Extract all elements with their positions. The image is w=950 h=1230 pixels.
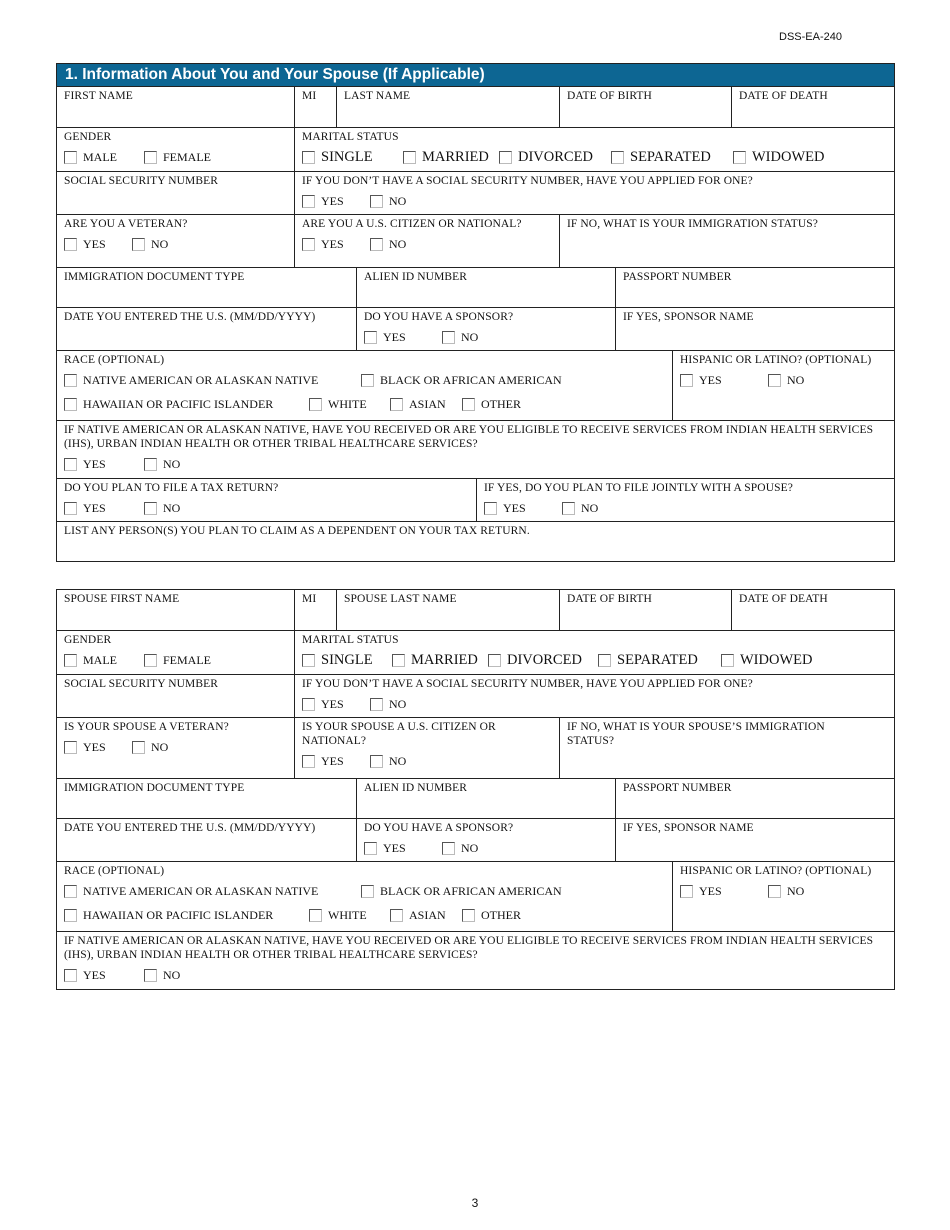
checkbox[interactable]: [370, 238, 383, 251]
checkbox[interactable]: [392, 654, 405, 667]
checkbox[interactable]: [309, 398, 322, 411]
race-black-option[interactable]: [361, 373, 562, 388]
checkbox[interactable]: [144, 458, 157, 471]
option-label: NO: [389, 194, 407, 208]
checkbox[interactable]: [562, 502, 575, 515]
option-label: SINGLE: [321, 652, 373, 668]
spouse-veteran-no-option[interactable]: [132, 740, 168, 755]
checkbox[interactable]: [768, 374, 781, 387]
spouse-citizen-no-option[interactable]: [370, 754, 406, 769]
section-header: 1. Information About You and Your Spouse (If Applicable): [56, 63, 895, 87]
spouse-passport-label: PASSPORT NUMBER: [623, 782, 732, 794]
option-label: WIDOWED: [740, 652, 813, 668]
spouse-citizen-label: IS YOUR SPOUSE A U.S. CITIZEN OR NATIONAL?: [302, 721, 496, 747]
page-number: 3: [471, 1196, 479, 1210]
dob-field[interactable]: [559, 87, 731, 127]
spouse-marital-divorced-option[interactable]: [488, 652, 598, 669]
spouse-dod-field[interactable]: [731, 590, 894, 630]
option-label: NO: [787, 884, 805, 898]
option-label: NATIVE AMERICAN OR ALASKAN NATIVE: [83, 884, 319, 898]
spouse-ihs-yes-option[interactable]: [64, 968, 144, 983]
spouse-sponsor-yes-option[interactable]: [364, 841, 442, 856]
spouse-dob-field[interactable]: [559, 590, 731, 630]
spouse-sponsor-label: DO YOU HAVE A SPONSOR?: [364, 822, 514, 834]
gender-male-option[interactable]: [64, 150, 144, 165]
checkbox[interactable]: [64, 398, 77, 411]
immigration-status-label: IF NO, WHAT IS YOUR IMMIGRATION STATUS?: [567, 218, 818, 230]
spouse-sponsor-name-field[interactable]: [615, 819, 894, 861]
applicant-section: [56, 87, 895, 562]
immigration-doc-label: IMMIGRATION DOCUMENT TYPE: [64, 271, 245, 283]
spouse-ssn-label: SOCIAL SECURITY NUMBER: [64, 678, 219, 690]
first-name-field[interactable]: [57, 87, 294, 127]
option-label: NO: [163, 501, 181, 515]
option-label: BLACK OR AFRICAN AMERICAN: [380, 373, 562, 387]
hispanic-no-option[interactable]: [768, 373, 804, 388]
sponsor-name-field[interactable]: [615, 308, 894, 350]
spouse-veteran-yes-option[interactable]: [64, 740, 132, 755]
checkbox[interactable]: [302, 195, 315, 208]
option-label: SEPARATED: [617, 652, 698, 668]
checkbox[interactable]: [370, 698, 383, 711]
checkbox[interactable]: [484, 502, 497, 515]
spouse-veteran-label: IS YOUR SPOUSE A VETERAN?: [64, 721, 229, 733]
checkbox[interactable]: [302, 698, 315, 711]
spouse-marital-status-label: MARITAL STATUS: [302, 634, 399, 646]
sponsor-name-label: IF YES, SPONSOR NAME: [623, 311, 754, 323]
checkbox[interactable]: [361, 374, 374, 387]
ssn-applied-field: [294, 172, 894, 214]
option-label: NO: [389, 237, 407, 251]
spouse-race-native-option[interactable]: [64, 884, 361, 899]
option-label: NO: [151, 740, 169, 754]
option-label: BLACK OR AFRICAN AMERICAN: [380, 884, 562, 898]
marital-status-field: [294, 128, 894, 171]
spouse-ihs-no-option[interactable]: [144, 968, 180, 983]
checkbox[interactable]: [390, 398, 403, 411]
applicant-immigration-doc-row: [57, 267, 894, 307]
checkbox[interactable]: [680, 374, 693, 387]
applicant-veteran-row: [57, 214, 894, 267]
spouse-date-entered-label: DATE YOU ENTERED THE U.S. (MM/DD/YYYY): [64, 822, 316, 834]
checkbox[interactable]: [64, 654, 77, 667]
spouse-sponsor-name-label: IF YES, SPONSOR NAME: [623, 822, 754, 834]
checkbox[interactable]: [302, 151, 315, 164]
spouse-hispanic-no-option[interactable]: [768, 884, 804, 899]
spouse-name-row: [57, 590, 894, 630]
dod-field[interactable]: [731, 87, 894, 127]
spouse-sponsor-row: [57, 818, 894, 861]
ssn-applied-no-option[interactable]: [370, 194, 406, 209]
checkbox[interactable]: [488, 654, 501, 667]
alien-id-field[interactable]: [356, 268, 615, 307]
spouse-race-hawaiian-option[interactable]: [64, 908, 309, 923]
citizen-yes-option[interactable]: [302, 237, 370, 252]
spouse-race-other-option[interactable]: [462, 908, 521, 923]
option-label: OTHER: [481, 397, 521, 411]
option-label: FEMALE: [163, 150, 211, 164]
option-label: YES: [83, 457, 106, 471]
dob-label: DATE OF BIRTH: [567, 90, 652, 102]
applicant-ihs-row: [57, 420, 894, 478]
option-label: YES: [321, 194, 344, 208]
tax-return-yes-option[interactable]: [64, 501, 144, 516]
option-label: MARRIED: [411, 652, 478, 668]
veteran-label: ARE YOU A VETERAN?: [64, 218, 188, 230]
last-name-field[interactable]: [336, 87, 559, 127]
spouse-race-black-option[interactable]: [361, 884, 562, 899]
applicant-ssn-row: [57, 171, 894, 214]
option-label: YES: [699, 884, 722, 898]
checkbox[interactable]: [132, 741, 145, 754]
file-jointly-no-option[interactable]: [562, 501, 598, 516]
applicant-dependents-row: [57, 521, 894, 561]
spouse-gender-field: [57, 631, 294, 674]
spouse-marital-single-option[interactable]: [302, 652, 392, 669]
checkbox[interactable]: [364, 331, 377, 344]
option-label: MALE: [83, 150, 117, 164]
spouse-ssn-applied-field: [294, 675, 894, 717]
spouse-race-label: RACE (OPTIONAL): [64, 865, 165, 877]
spouse-race-row: [57, 861, 894, 931]
checkbox[interactable]: [309, 909, 322, 922]
spouse-citizen-yes-option[interactable]: [302, 754, 370, 769]
spouse-ihs-field: [57, 932, 894, 989]
gender-field: [57, 128, 294, 171]
spouse-marital-separated-option[interactable]: [598, 652, 721, 669]
checkbox[interactable]: [64, 374, 77, 387]
checkbox[interactable]: [611, 151, 624, 164]
checkbox[interactable]: [364, 842, 377, 855]
marital-status-label: MARITAL STATUS: [302, 131, 399, 143]
checkbox[interactable]: [598, 654, 611, 667]
citizen-no-option[interactable]: [370, 237, 406, 252]
race-field: [57, 351, 672, 420]
race-white-option[interactable]: [309, 397, 390, 412]
option-label: NO: [163, 968, 181, 982]
checkbox[interactable]: [403, 151, 416, 164]
sponsor-no-option[interactable]: [442, 330, 478, 345]
ssn-applied-label: IF YOU DON’T HAVE A SOCIAL SECURITY NUMBER, HAVE YOU APPLIED FOR ONE?: [302, 175, 753, 187]
checkbox[interactable]: [680, 885, 693, 898]
marital-separated-option[interactable]: [611, 149, 733, 166]
option-label: YES: [503, 501, 526, 515]
spouse-ihs-label: IF NATIVE AMERICAN OR ALASKAN NATIVE, HAVE YOU RECEIVED OR ARE YOU ELIGIBLE TO RECEIVE SERVICES FROM INDIAN HEALTH SERVICES (IHS), URBAN INDIAN HEALTH OR OTHER TRIBAL HEALTHCARE SERVICES?: [64, 935, 874, 961]
spouse-section: [56, 589, 895, 990]
spouse-ssn-row: [57, 674, 894, 717]
immigration-status-field[interactable]: [559, 215, 894, 267]
checkbox[interactable]: [361, 885, 374, 898]
hispanic-field: [672, 351, 894, 420]
option-label: YES: [83, 237, 106, 251]
spouse-veteran-row: [57, 717, 894, 778]
checkbox[interactable]: [390, 909, 403, 922]
checkbox[interactable]: [132, 238, 145, 251]
option-label: NO: [389, 754, 407, 768]
option-label: YES: [383, 330, 406, 344]
marital-single-option[interactable]: [302, 149, 403, 166]
checkbox[interactable]: [144, 969, 157, 982]
ssn-field[interactable]: [57, 172, 294, 214]
option-label: ASIAN: [409, 397, 446, 411]
race-label: RACE (OPTIONAL): [64, 354, 165, 366]
checkbox[interactable]: [64, 502, 77, 515]
ssn-label: SOCIAL SECURITY NUMBER: [64, 175, 219, 187]
spouse-dob-label: DATE OF BIRTH: [567, 593, 652, 605]
race-asian-option[interactable]: [390, 397, 462, 412]
spouse-gender-male-option[interactable]: [64, 653, 144, 668]
option-label: NO: [787, 373, 805, 387]
spouse-immigration-status-label: IF NO, WHAT IS YOUR SPOUSE’S IMMIGRATION STATUS?: [567, 721, 825, 747]
spouse-passport-field[interactable]: [615, 779, 894, 818]
tax-return-field: [57, 479, 476, 521]
spouse-ssn-applied-label: IF YOU DON’T HAVE A SOCIAL SECURITY NUMBER, HAVE YOU APPLIED FOR ONE?: [302, 678, 753, 690]
option-label: SEPARATED: [630, 149, 711, 165]
spouse-mi-label: MI: [302, 593, 317, 605]
veteran-yes-option[interactable]: [64, 237, 132, 252]
option-label: YES: [321, 237, 344, 251]
spouse-ssn-field[interactable]: [57, 675, 294, 717]
spouse-date-entered-field[interactable]: [57, 819, 356, 861]
option-label: NO: [581, 501, 599, 515]
option-label: MALE: [83, 653, 117, 667]
race-hawaiian-option[interactable]: [64, 397, 309, 412]
form-code: DSS-EA-240: [779, 31, 842, 43]
tax-return-no-option[interactable]: [144, 501, 180, 516]
date-entered-field[interactable]: [57, 308, 356, 350]
marital-married-option[interactable]: [403, 149, 499, 166]
checkbox[interactable]: [144, 654, 157, 667]
citizen-label: ARE YOU A U.S. CITIZEN OR NATIONAL?: [302, 218, 522, 230]
spouse-immigration-status-field[interactable]: [559, 718, 894, 778]
dependents-label: LIST ANY PERSON(S) YOU PLAN TO CLAIM AS A DEPENDENT ON YOUR TAX RETURN.: [64, 525, 530, 537]
option-label: YES: [321, 754, 344, 768]
checkbox[interactable]: [462, 398, 475, 411]
spouse-mi-field[interactable]: [294, 590, 336, 630]
option-label: DIVORCED: [507, 652, 582, 668]
checkbox[interactable]: [302, 238, 315, 251]
race-other-option[interactable]: [462, 397, 521, 412]
option-label: YES: [321, 697, 344, 711]
gender-label: GENDER: [64, 131, 112, 143]
spouse-immigration-doc-field[interactable]: [57, 779, 356, 818]
checkbox[interactable]: [64, 151, 77, 164]
alien-id-label: ALIEN ID NUMBER: [364, 271, 468, 283]
citizen-field: [294, 215, 559, 267]
option-label: DIVORCED: [518, 149, 593, 165]
spouse-veteran-field: [57, 718, 294, 778]
ihs-no-option[interactable]: [144, 457, 180, 472]
spouse-marital-status-field: [294, 631, 894, 674]
checkbox[interactable]: [302, 755, 315, 768]
spouse-immigration-doc-label: IMMIGRATION DOCUMENT TYPE: [64, 782, 245, 794]
option-label: WHITE: [328, 397, 367, 411]
checkbox[interactable]: [370, 755, 383, 768]
checkbox[interactable]: [442, 331, 455, 344]
spouse-race-white-option[interactable]: [309, 908, 390, 923]
ihs-field: [57, 421, 894, 478]
checkbox[interactable]: [64, 885, 77, 898]
spouse-first-name-field[interactable]: [57, 590, 294, 630]
mi-field[interactable]: [294, 87, 336, 127]
checkbox[interactable]: [144, 151, 157, 164]
sponsor-label: DO YOU HAVE A SPONSOR?: [364, 311, 514, 323]
option-label: HAWAIIAN OR PACIFIC ISLANDER: [83, 908, 274, 922]
dependents-field[interactable]: [57, 522, 894, 561]
checkbox[interactable]: [768, 885, 781, 898]
option-label: YES: [83, 501, 106, 515]
option-label: MARRIED: [422, 149, 489, 165]
checkbox[interactable]: [733, 151, 746, 164]
passport-label: PASSPORT NUMBER: [623, 271, 732, 283]
option-label: ASIAN: [409, 908, 446, 922]
spouse-gender-label: GENDER: [64, 634, 112, 646]
option-label: SINGLE: [321, 149, 373, 165]
option-label: NO: [151, 237, 169, 251]
immigration-doc-field[interactable]: [57, 268, 356, 307]
sponsor-yes-option[interactable]: [364, 330, 442, 345]
file-jointly-field: [476, 479, 894, 521]
spouse-sponsor-field: [356, 819, 615, 861]
ihs-label: IF NATIVE AMERICAN OR ALASKAN NATIVE, HAVE YOU RECEIVED OR ARE YOU ELIGIBLE TO RECEIVE SERVICES FROM INDIAN HEALTH SERVICES (IHS), URBAN INDIAN HEALTH OR OTHER TRIBAL HEALTHCARE SERVICES?: [64, 424, 874, 450]
applicant-name-row: [57, 87, 894, 127]
spouse-hispanic-label: HISPANIC OR LATINO? (OPTIONAL): [680, 865, 872, 877]
spouse-ssn-applied-yes-option[interactable]: [302, 697, 370, 712]
spouse-race-field: [57, 862, 672, 931]
checkbox[interactable]: [721, 654, 734, 667]
ssn-applied-yes-option[interactable]: [302, 194, 370, 209]
checkbox[interactable]: [370, 195, 383, 208]
applicant-race-row: [57, 350, 894, 420]
option-label: WIDOWED: [752, 149, 825, 165]
checkbox[interactable]: [462, 909, 475, 922]
option-label: OTHER: [481, 908, 521, 922]
spouse-marital-widowed-option[interactable]: [721, 652, 812, 669]
spouse-hispanic-field: [672, 862, 894, 931]
spouse-first-name-label: SPOUSE FIRST NAME: [64, 593, 180, 605]
option-label: NO: [461, 841, 479, 855]
tax-return-label: DO YOU PLAN TO FILE A TAX RETURN?: [64, 482, 279, 494]
checkbox[interactable]: [64, 909, 77, 922]
checkbox[interactable]: [144, 502, 157, 515]
spouse-hispanic-yes-option[interactable]: [680, 884, 768, 899]
option-label: NATIVE AMERICAN OR ALASKAN NATIVE: [83, 373, 319, 387]
option-label: NO: [389, 697, 407, 711]
checkbox[interactable]: [64, 238, 77, 251]
option-label: FEMALE: [163, 653, 211, 667]
file-jointly-label: IF YES, DO YOU PLAN TO FILE JOINTLY WITH A SPOUSE?: [484, 482, 793, 494]
applicant-sponsor-row: [57, 307, 894, 350]
date-entered-label: DATE YOU ENTERED THE U.S. (MM/DD/YYYY): [64, 311, 316, 323]
spouse-last-name-label: SPOUSE LAST NAME: [344, 593, 457, 605]
spouse-ssn-applied-no-option[interactable]: [370, 697, 406, 712]
applicant-gender-row: [57, 127, 894, 171]
spouse-alien-id-label: ALIEN ID NUMBER: [364, 782, 468, 794]
option-label: YES: [383, 841, 406, 855]
veteran-field: [57, 215, 294, 267]
ihs-yes-option[interactable]: [64, 457, 144, 472]
option-label: WHITE: [328, 908, 367, 922]
checkbox[interactable]: [64, 741, 77, 754]
option-label: YES: [699, 373, 722, 387]
spouse-ihs-row: [57, 931, 894, 989]
spouse-dod-label: DATE OF DEATH: [739, 593, 828, 605]
checkbox[interactable]: [499, 151, 512, 164]
checkbox[interactable]: [64, 458, 77, 471]
checkbox[interactable]: [442, 842, 455, 855]
hispanic-yes-option[interactable]: [680, 373, 768, 388]
marital-divorced-option[interactable]: [499, 149, 611, 166]
marital-widowed-option[interactable]: [733, 149, 824, 166]
hispanic-label: HISPANIC OR LATINO? (OPTIONAL): [680, 354, 872, 366]
gender-female-option[interactable]: [144, 150, 211, 165]
file-jointly-yes-option[interactable]: [484, 501, 562, 516]
applicant-tax-row: [57, 478, 894, 521]
mi-label: MI: [302, 90, 317, 102]
checkbox[interactable]: [64, 969, 77, 982]
spouse-last-name-field[interactable]: [336, 590, 559, 630]
spouse-citizen-field: [294, 718, 559, 778]
race-native-option[interactable]: [64, 373, 361, 388]
option-label: HAWAIIAN OR PACIFIC ISLANDER: [83, 397, 274, 411]
sponsor-field: [356, 308, 615, 350]
option-label: NO: [163, 457, 181, 471]
last-name-label: LAST NAME: [344, 90, 411, 102]
spouse-gender-female-option[interactable]: [144, 653, 211, 668]
spouse-sponsor-no-option[interactable]: [442, 841, 478, 856]
passport-field[interactable]: [615, 268, 894, 307]
spouse-gender-row: [57, 630, 894, 674]
spouse-marital-married-option[interactable]: [392, 652, 488, 669]
option-label: YES: [83, 740, 106, 754]
option-label: NO: [461, 330, 479, 344]
spouse-alien-id-field[interactable]: [356, 779, 615, 818]
spouse-race-asian-option[interactable]: [390, 908, 462, 923]
checkbox[interactable]: [302, 654, 315, 667]
spouse-immigration-doc-row: [57, 778, 894, 818]
option-label: YES: [83, 968, 106, 982]
dod-label: DATE OF DEATH: [739, 90, 828, 102]
first-name-label: FIRST NAME: [64, 90, 133, 102]
veteran-no-option[interactable]: [132, 237, 168, 252]
